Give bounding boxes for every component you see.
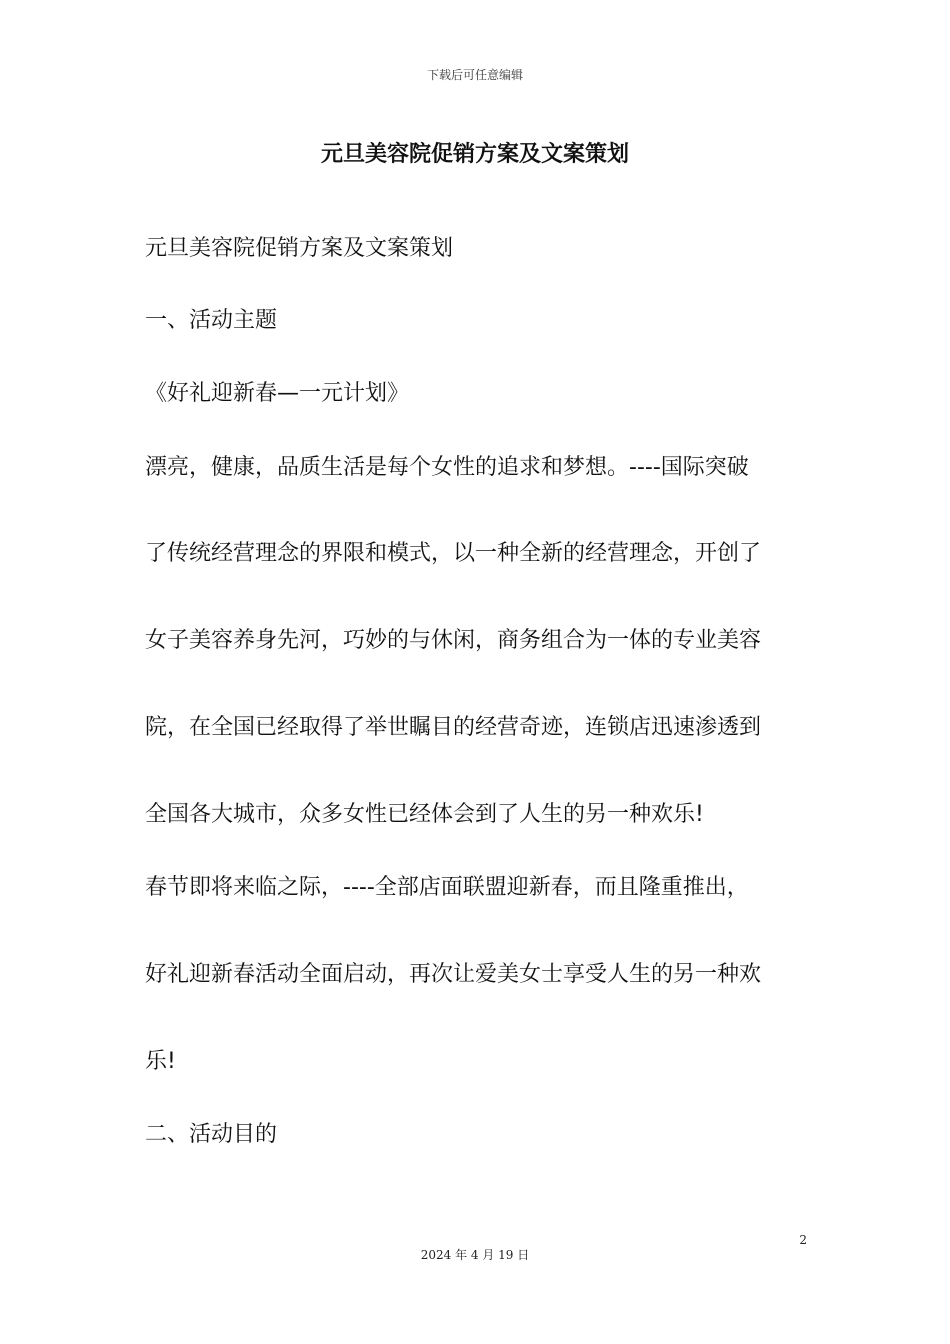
- header-note: 下载后可任意编辑: [426, 68, 523, 82]
- section-heading-purpose: 二、活动目的: [145, 1122, 278, 1147]
- body-line-theme-name: 《好礼迎新春—一元计划》: [145, 381, 410, 406]
- paragraph-line: 漂亮，健康，品质生活是每个女性的追求和梦想。----国际突破: [145, 455, 749, 480]
- page-number: 2: [799, 1233, 807, 1247]
- section-heading-theme: 一、活动主题: [145, 308, 278, 333]
- paragraph-line: 好礼迎新春活动全面启动，再次让爱美女士享受人生的另一种欢: [145, 962, 762, 987]
- body-line-subtitle: 元旦美容院促销方案及文案策划: [145, 236, 454, 261]
- paragraph-line: 全国各大城市，众多女性已经体会到了人生的另一种欢乐!: [145, 802, 704, 827]
- paragraph-line: 春节即将来临之际，----全部店面联盟迎新春，而且隆重推出，: [145, 875, 749, 900]
- document-title: 元旦美容院促销方案及文案策划: [320, 142, 629, 167]
- paragraph-line: 院，在全国已经取得了举世瞩目的经营奇迹，连锁店迅速渗透到: [145, 715, 762, 740]
- paragraph-line: 女子美容养身先河，巧妙的与休闲，商务组合为一体的专业美容: [145, 628, 762, 653]
- footer-date: 2024 年 4 月 19 日: [420, 1248, 530, 1262]
- paragraph-line: 了传统经营理念的界限和模式，以一种全新的经营理念，开创了: [145, 541, 762, 566]
- paragraph-line: 乐!: [145, 1049, 176, 1074]
